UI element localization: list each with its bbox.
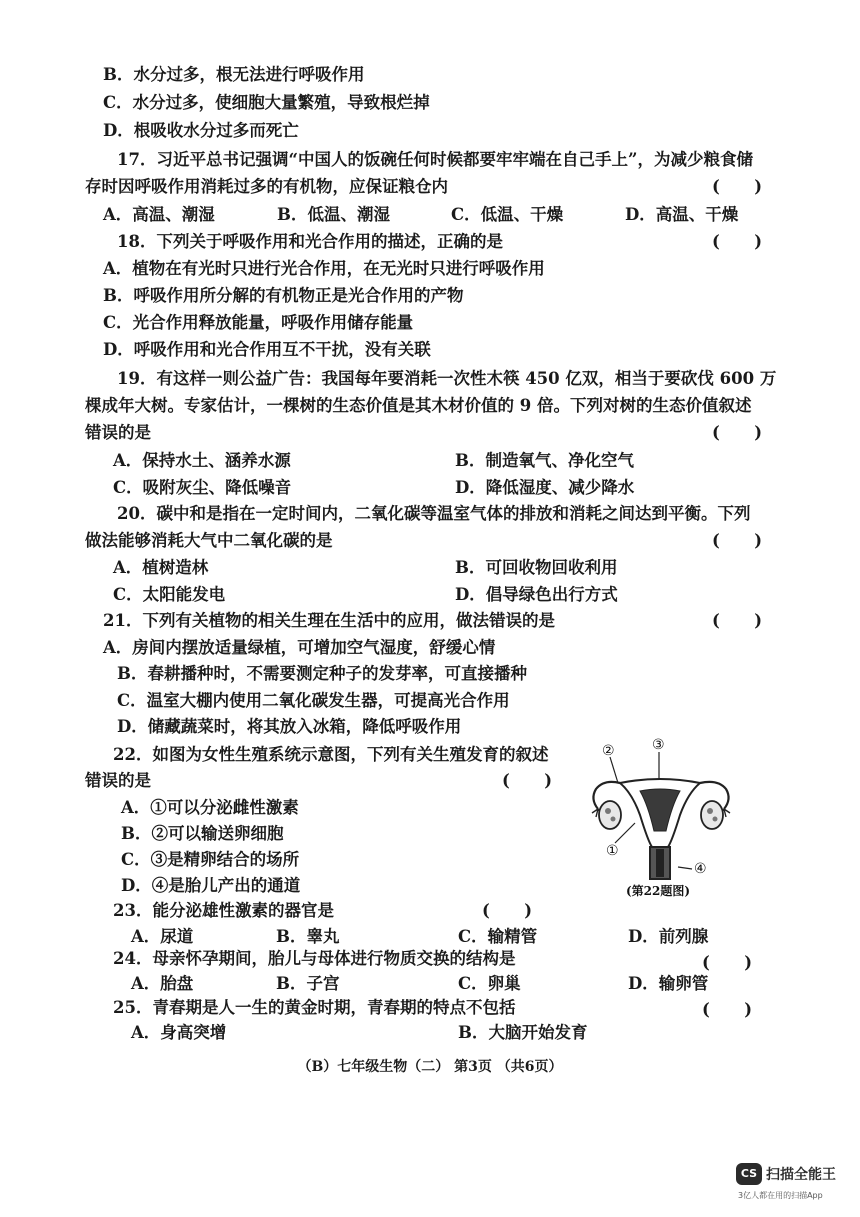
q24-option-d: D．输卵管 <box>628 974 709 993</box>
q23-answer-blank: ( ) <box>482 901 533 920</box>
q22-answer-blank: ( ) <box>502 771 553 790</box>
q22-option-a: A．①可以分泌雌性激素 <box>121 798 299 817</box>
q19-answer-blank: ( ) <box>712 423 763 442</box>
q17-option-c: C．低温、干燥 <box>451 205 564 224</box>
q21-option-d: D．储藏蔬菜时，将其放入冰箱，降低呼吸作用 <box>117 717 462 736</box>
q22-stem-line1: 22．如图为女性生殖系统示意图，下列有关生殖发育的叙述 <box>113 745 549 764</box>
q21-option-b: B．春耕播种时，不需要测定种子的发芽率，可直接播种 <box>117 664 527 683</box>
q16-option-b: B．水分过多，根无法进行呼吸作用 <box>103 65 365 84</box>
reproductive-system-diagram <box>580 735 750 900</box>
q17-stem-line2: 存时因呼吸作用消耗过多的有机物，应保证粮仓内 <box>85 177 448 196</box>
q23-stem: 23．能分泌雄性激素的器官是 <box>113 901 334 920</box>
q17-option-b: B．低温、潮湿 <box>277 205 390 224</box>
q20-stem-line2: 做法能够消耗大气中二氧化碳的是 <box>85 531 333 550</box>
q24-option-b: B．子宫 <box>276 974 340 993</box>
q21-option-a: A．房间内摆放适量绿植，可增加空气湿度，舒缓心情 <box>103 638 496 657</box>
q18-answer-blank: ( ) <box>712 232 763 251</box>
q23-option-d: D．前列腺 <box>628 927 709 946</box>
q21-stem: 21．下列有关植物的相关生理在生活中的应用，做法错误的是 <box>103 611 555 630</box>
q19-option-c: C．吸附灰尘、降低噪音 <box>113 478 292 497</box>
figure-caption: (第22题图) <box>626 884 691 898</box>
q18-option-c: C．光合作用释放能量，呼吸作用储存能量 <box>103 313 414 332</box>
q25-option-a: A．身高突增 <box>131 1023 227 1042</box>
q23-option-a: A．尿道 <box>131 927 194 946</box>
q20-stem-line1: 20．碳中和是指在一定时间内，二氧化碳等温室气体的排放和消耗之间达到平衡。下列 <box>117 504 751 523</box>
q19-option-d: D．降低湿度、减少降水 <box>455 478 635 497</box>
q18-stem: 18．下列关于呼吸作用和光合作用的描述，正确的是 <box>117 232 503 251</box>
q19-option-a: A．保持水土、涵养水源 <box>113 451 291 470</box>
q23-option-c: C．输精管 <box>458 927 538 946</box>
page-footer: （B）七年级生物（二） 第3页 （共6页） <box>297 1059 563 1075</box>
q22-option-d: D．④是胎儿产出的通道 <box>121 876 301 895</box>
watermark-subtitle: 3亿人都在用的扫描App <box>738 1191 823 1200</box>
q21-answer-blank: ( ) <box>712 611 763 630</box>
q19-option-b: B．制造氧气、净化空气 <box>455 451 634 470</box>
camscanner-logo-icon: CS <box>736 1163 762 1185</box>
q18-option-b: B．呼吸作用所分解的有机物正是光合作用的产物 <box>103 286 464 305</box>
reproductive-system-figure <box>580 735 750 900</box>
q17-option-d: D．高温、干燥 <box>625 205 739 224</box>
label-2: ② <box>602 743 615 759</box>
q25-answer-blank: ( ) <box>702 1000 753 1019</box>
q23-option-b: B．睾丸 <box>276 927 340 946</box>
q19-stem-line1: 19．有这样一则公益广告：我国每年要消耗一次性木筷 450 亿双，相当于要砍伐 600 万 <box>117 369 777 388</box>
q22-stem-line2: 错误的是 <box>85 771 151 790</box>
q24-stem: 24．母亲怀孕期间，胎儿与母体进行物质交换的结构是 <box>113 949 516 968</box>
q17-option-a: A．高温、潮湿 <box>103 205 215 224</box>
q17-stem-line1: 17．习近平总书记强调“中国人的饭碗任何时候都要牢牢端在自己手上”，为减少粮食储 <box>117 150 753 169</box>
q20-option-b: B．可回收物回收利用 <box>455 558 618 577</box>
q20-option-a: A．植树造林 <box>113 558 209 577</box>
q20-option-d: D．倡导绿色出行方式 <box>455 585 618 604</box>
q24-option-a: A．胎盘 <box>131 974 194 993</box>
q18-option-a: A．植物在有光时只进行光合作用，在无光时只进行呼吸作用 <box>103 259 545 278</box>
q24-option-c: C．卵巢 <box>458 974 521 993</box>
watermark-title: 扫描全能王 <box>766 1167 836 1183</box>
q21-option-c: C．温室大棚内使用二氧化碳发生器，可提高光合作用 <box>117 691 510 710</box>
q20-option-c: C．太阳能发电 <box>113 585 226 604</box>
q20-answer-blank: ( ) <box>712 531 763 550</box>
q18-option-d: D．呼吸作用和光合作用互不干扰，没有关联 <box>103 340 431 359</box>
label-4: ④ <box>694 861 707 877</box>
label-1: ① <box>606 843 619 859</box>
q25-option-b: B．大脑开始发育 <box>458 1023 588 1042</box>
q22-option-c: C．③是精卵结合的场所 <box>121 850 300 869</box>
q25-stem: 25．青春期是人一生的黄金时期，青春期的特点不包括 <box>113 998 516 1017</box>
q22-option-b: B．②可以输送卵细胞 <box>121 824 284 843</box>
q17-answer-blank: ( ) <box>712 177 763 196</box>
q19-stem-line2: 棵成年大树。专家估计，一棵树的生态价值是其木材价值的 9 倍。下列对树的生态价值叙述 <box>85 396 752 415</box>
scanner-watermark <box>736 1163 846 1207</box>
label-3: ③ <box>652 737 665 753</box>
q24-answer-blank: ( ) <box>702 953 753 972</box>
q16-option-d: D．根吸收水分过多而死亡 <box>103 121 299 140</box>
q16-option-c: C．水分过多，使细胞大量繁殖，导致根烂掉 <box>103 93 430 112</box>
q19-stem-line3: 错误的是 <box>85 423 151 442</box>
